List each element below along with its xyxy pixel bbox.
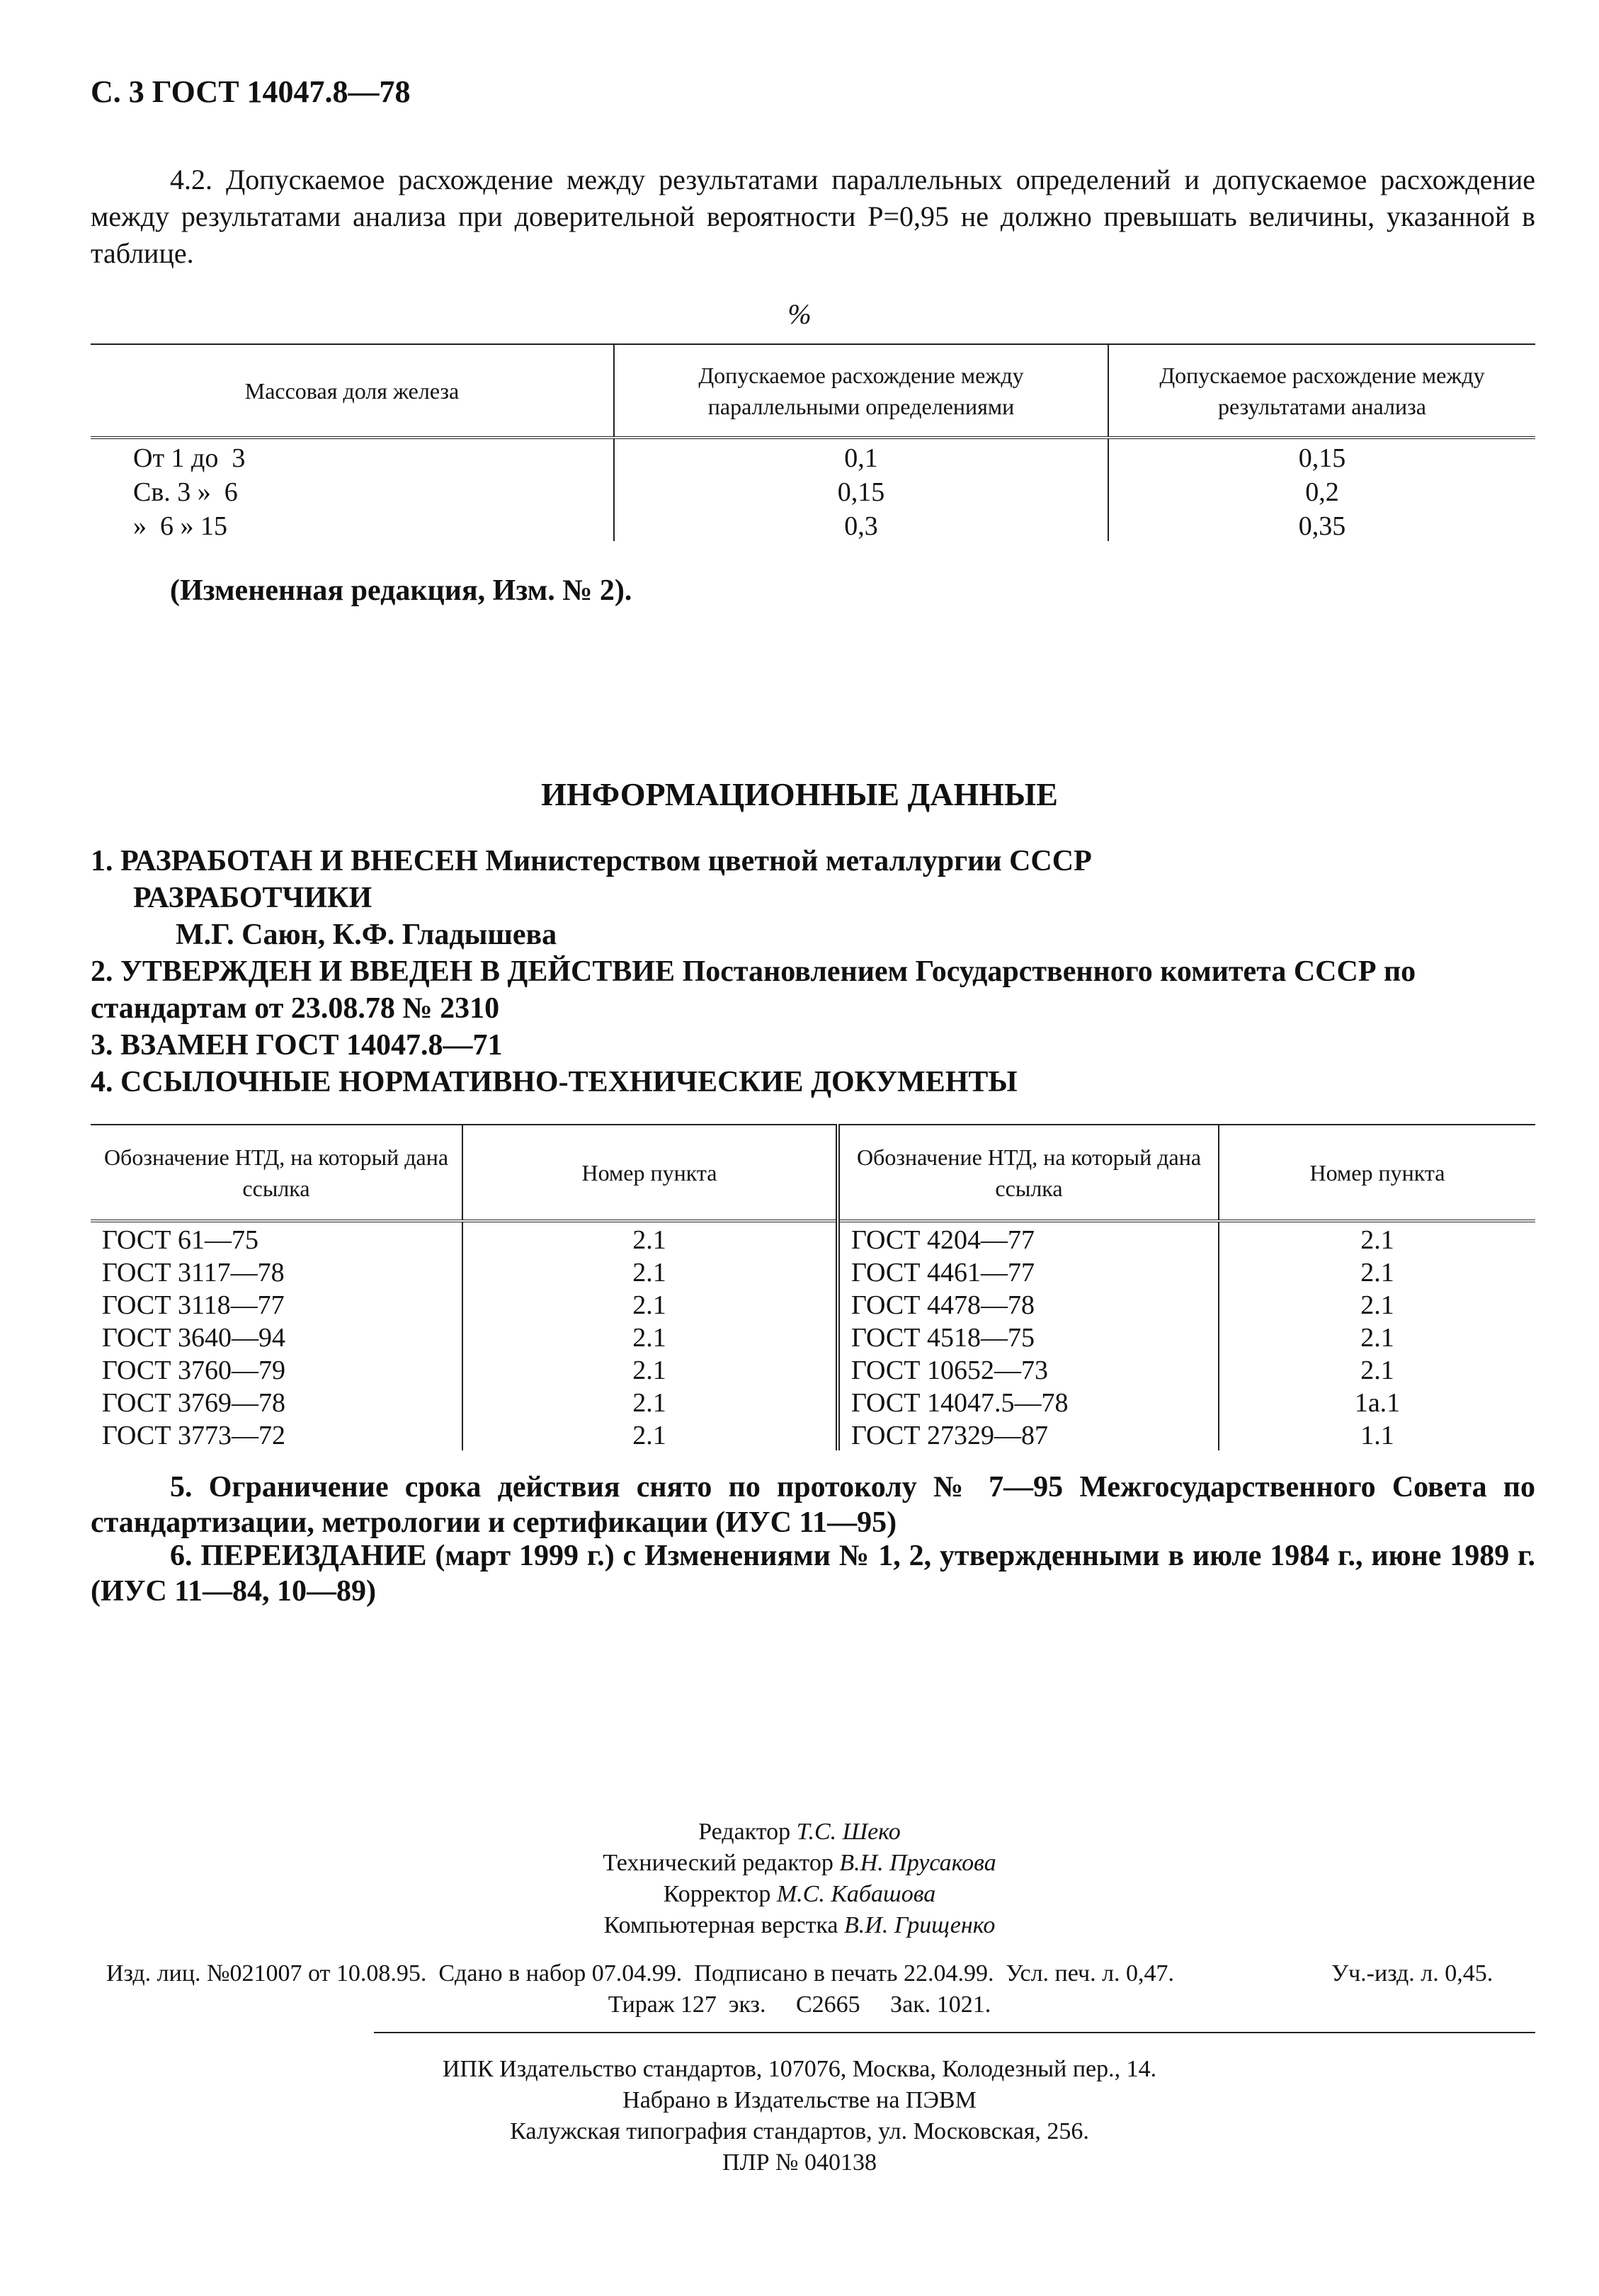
publisher-line-1: ИПК Издательство стандартов, 107076, Москва, Колодезный пер., 14.: [442, 2056, 1157, 2082]
table-row: [91, 1320, 1535, 1353]
analysis-cell: 0,15: [1298, 443, 1346, 473]
range-cell: От 1 до 3: [91, 438, 614, 473]
table-row: [91, 1353, 1535, 1385]
info-item-6: [91, 1538, 1535, 1609]
info-title: ИНФОРМАЦИОННЫЕ ДАННЫЕ: [541, 776, 1058, 812]
ref-doc-cell: ГОСТ 3773—72: [91, 1418, 462, 1450]
credit-layout: Компьютерная верстка В.И. Грищенко: [603, 1912, 996, 1938]
info-item-1-lead: 1. РАЗРАБОТАН И ВНЕСЕН: [91, 845, 478, 877]
ref-point-cell: 2.1: [1360, 1258, 1394, 1288]
refs-header-point-right: Номер пункта: [1219, 1125, 1535, 1221]
analysis-cell: 0,2: [1305, 477, 1339, 507]
imprint-line-2: Тираж 127 экз. С2665 Зак. 1021.: [608, 1991, 991, 2018]
info-item-2-rest: Постановлением Государственного комитета СССР по стандартам от 23.08.78 № 2310: [91, 955, 1416, 1025]
publisher-line-3: Калужская типография стандартов, ул. Московская, 256.: [510, 2118, 1089, 2144]
refs-header-doc-right: Обозначение НТД, на который дана ссылка: [838, 1125, 1219, 1221]
table-row: [91, 1385, 1535, 1418]
ref-doc-cell: ГОСТ 4204—77: [838, 1221, 1219, 1255]
ref-point-cell: 2.1: [462, 1221, 838, 1255]
table-row: [91, 507, 1535, 541]
tolerance-header-parallel: Допускаемое расхождение между параллельными определениями: [614, 344, 1108, 438]
range-cell: Св. 3 » 6: [91, 473, 614, 507]
publisher-line-2: Набрано в Издательстве на ПЭВМ: [622, 2087, 977, 2113]
ref-doc-cell: ГОСТ 14047.5—78: [838, 1385, 1219, 1418]
ref-point-cell: 2.1: [1360, 1290, 1394, 1320]
divider: [374, 2032, 1535, 2033]
table-row: [91, 1288, 1535, 1320]
credit-tech-editor: Технический редактор В.Н. Прусакова: [603, 1850, 996, 1876]
publisher-line-4: ПЛР № 040138: [722, 2149, 877, 2176]
parallel-cell: 0,1: [614, 438, 1108, 473]
tolerance-header-analysis: Допускаемое расхождение между результатами анализа: [1108, 344, 1535, 438]
imprint-line-1-right: Уч.-изд. л. 0,45.: [1331, 1960, 1493, 1987]
info-item-1: [91, 843, 1535, 880]
parallel-cell: 0,15: [614, 473, 1108, 507]
ref-doc-cell: ГОСТ 3769—78: [91, 1385, 462, 1418]
ref-doc-cell: ГОСТ 10652—73: [838, 1353, 1219, 1385]
refs-header-point-left: Номер пункта: [462, 1125, 838, 1221]
tolerance-table: [91, 343, 1535, 541]
ref-doc-cell: ГОСТ 3118—77: [91, 1288, 462, 1320]
ref-point-cell: 2.1: [462, 1320, 838, 1353]
ref-doc-cell: ГОСТ 61—75: [91, 1221, 462, 1255]
ref-point-cell: 2.1: [1360, 1323, 1394, 1353]
ref-point-cell: 1.1: [1360, 1421, 1394, 1450]
range-cell: » 6 » 15: [91, 507, 614, 541]
ref-point-cell: 2.1: [1360, 1356, 1394, 1385]
info-item-2-lead: 2. УТВЕРЖДЕН И ВВЕДЕН В ДЕЙСТВИЕ: [91, 955, 676, 988]
ref-doc-cell: ГОСТ 4461—77: [838, 1255, 1219, 1288]
ref-point-cell: 2.1: [462, 1353, 838, 1385]
table-row: [91, 473, 1535, 507]
publisher-block: [0, 2054, 1599, 2178]
table-row: [91, 1221, 1535, 1255]
info-item-1-rest: Министерством цветной металлургии СССР: [477, 845, 1092, 877]
table-row: [91, 1418, 1535, 1450]
credit-corrector: Корректор М.С. Кабашова: [663, 1881, 936, 1907]
imprint-line-1: Изд. лиц. №021007 от 10.08.95. Сдано в набор 07.04.99. Подписано в печать 22.04.99. Усл. печ. л. 0,47.: [106, 1960, 1175, 1987]
ref-point-cell: 2.1: [462, 1385, 838, 1418]
ref-point-cell: 1а.1: [1354, 1388, 1401, 1418]
ref-point-cell: 2.1: [462, 1288, 838, 1320]
ref-doc-cell: ГОСТ 27329—87: [838, 1418, 1219, 1450]
info-item-6-lead: 6. ПЕРЕИЗДАНИЕ: [170, 1540, 427, 1572]
developers-label: РАЗРАБОТЧИКИ: [133, 882, 372, 914]
references-table: [91, 1124, 1535, 1450]
credits-block: [0, 1817, 1599, 1941]
table-row: [91, 438, 1535, 473]
info-item-5: 5. Ограничение срока действия снято по протоколу № 7—95 Межгосударственного Совета по стандартизации, метрологии и сертификации (ИУС 11—95): [91, 1471, 1535, 1539]
analysis-cell: 0,35: [1298, 511, 1346, 541]
info-item-3: 3. ВЗАМЕН ГОСТ 14047.8—71: [91, 1029, 503, 1062]
credit-editor: Редактор Т.С. Шеко: [698, 1819, 901, 1845]
ref-point-cell: 2.1: [462, 1255, 838, 1288]
ref-point-cell: 2.1: [1360, 1225, 1394, 1255]
info-item-6-rest: (март 1999 г.) с Изменениями № 1, 2, утвержденными в июле 1984 г., июне 1989 г. (ИУС 11—84, 10—89): [91, 1540, 1535, 1608]
ref-point-cell: 2.1: [462, 1418, 838, 1450]
refs-header-doc-left: Обозначение НТД, на который дана ссылка: [91, 1125, 462, 1221]
table-row: [91, 1255, 1535, 1288]
page-header: С. 3 ГОСТ 14047.8—78: [91, 74, 411, 109]
ref-doc-cell: ГОСТ 4478—78: [838, 1288, 1219, 1320]
ref-doc-cell: ГОСТ 4518—75: [838, 1320, 1219, 1353]
amendment-note: (Измененная редакция, Изм. № 2).: [170, 574, 632, 607]
developers-names: М.Г. Саюн, К.Ф. Гладышева: [176, 919, 557, 951]
ref-doc-cell: ГОСТ 3640—94: [91, 1320, 462, 1353]
section-4-2: 4.2. Допускаемое расхождение между результатами параллельных определений и допускаемое расхождение между результатами анализа при доверительной вероятности P=0,95 не должно превышать величины, указанной в таблице.: [91, 164, 1535, 269]
ref-doc-cell: ГОСТ 3760—79: [91, 1353, 462, 1385]
tolerance-header-iron: Массовая доля железа: [91, 344, 614, 438]
ref-doc-cell: ГОСТ 3117—78: [91, 1255, 462, 1288]
info-item-4: 4. ССЫЛОЧНЫЕ НОРМАТИВНО-ТЕХНИЧЕСКИЕ ДОКУМЕНТЫ: [91, 1066, 1018, 1098]
table-unit: %: [787, 298, 812, 330]
parallel-cell: 0,3: [614, 507, 1108, 541]
info-item-2: [91, 953, 1535, 1027]
